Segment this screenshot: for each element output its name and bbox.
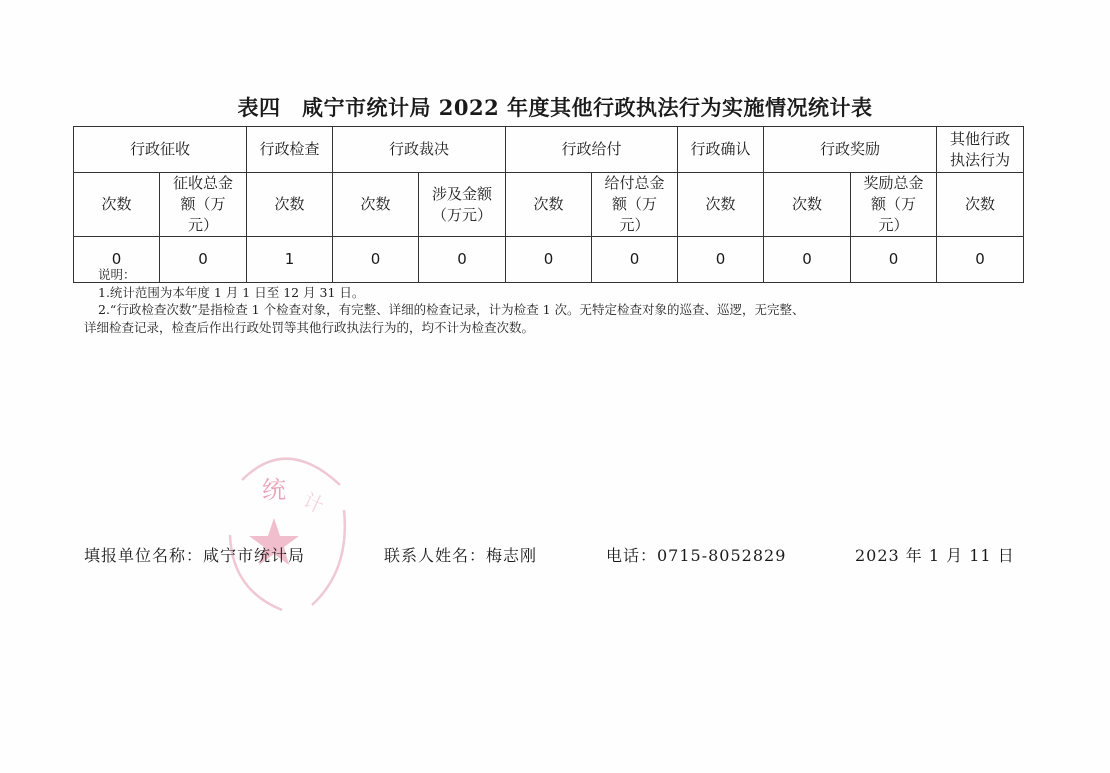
value-cell: 0 (851, 237, 937, 283)
value-cell: 0 (419, 237, 506, 283)
value-cell: 0 (678, 237, 764, 283)
report-date: 2023 年 1 月 11 日 (855, 546, 1015, 565)
value-cell: 0 (937, 237, 1024, 283)
value-cell: 0 (506, 237, 592, 283)
footer-line (0, 543, 1110, 567)
group-header: 行政裁决 (333, 127, 506, 173)
group-header: 行政征收 (74, 127, 247, 173)
phone-number: 电话：0715-8052829 (606, 546, 787, 565)
official-seal-stamp (222, 440, 352, 615)
value-cell: 0 (592, 237, 678, 283)
note-item: 1.统计范围为本年度 1 月 1 日至 12 月 31 日。 (98, 284, 365, 300)
subheader-cell: 次数 (678, 173, 764, 237)
note-item: 2.“行政检查次数”是指检查 1 个检查对象，有完整、详细的检查记录，计为检查 1 次。无特定检查对象的巡查、巡逻，无完整、 (98, 302, 805, 317)
subheader-row (74, 173, 1024, 237)
group-header: 行政确认 (678, 127, 764, 173)
value-cell: 1 (247, 237, 333, 283)
group-header: 其他行政执法行为 (937, 127, 1024, 173)
notes-heading: 说明： (98, 267, 136, 282)
subheader-cell: 征收总金额（万元） (160, 173, 247, 237)
subheader-cell: 涉及金额（万元） (419, 173, 506, 237)
svg-text:计: 计 (299, 487, 328, 519)
contact-person: 联系人姓名：梅志刚 (384, 546, 538, 565)
value-cell: 0 (74, 237, 160, 283)
subheader-cell: 次数 (764, 173, 851, 237)
subheader-cell: 次数 (506, 173, 592, 237)
group-header: 行政给付 (506, 127, 678, 173)
subheader-cell: 给付总金额（万元） (592, 173, 678, 237)
reporting-unit: 填报单位名称：咸宁市统计局 (84, 546, 306, 565)
value-cell: 0 (333, 237, 419, 283)
note-item: 详细检查记录，检查后作出行政处罚等其他行政执法行为的，均不计为检查次数。 (84, 319, 535, 335)
subheader-cell: 次数 (333, 173, 419, 237)
group-header-row (74, 127, 1024, 173)
group-header: 行政检查 (247, 127, 333, 173)
statistics-table (73, 126, 1024, 283)
subheader-cell: 次数 (74, 173, 160, 237)
value-cell: 0 (160, 237, 247, 283)
svg-text:统: 统 (262, 476, 286, 504)
group-header: 行政奖励 (764, 127, 937, 173)
subheader-cell: 次数 (937, 173, 1024, 237)
value-cell: 0 (764, 237, 851, 283)
document-title: 表四 咸宁市统计局 2022 年度其他行政执法行为实施情况统计表 (237, 95, 873, 120)
subheader-cell: 次数 (247, 173, 333, 237)
subheader-cell: 奖励总金额（万元） (851, 173, 937, 237)
notes-section (84, 266, 1044, 336)
